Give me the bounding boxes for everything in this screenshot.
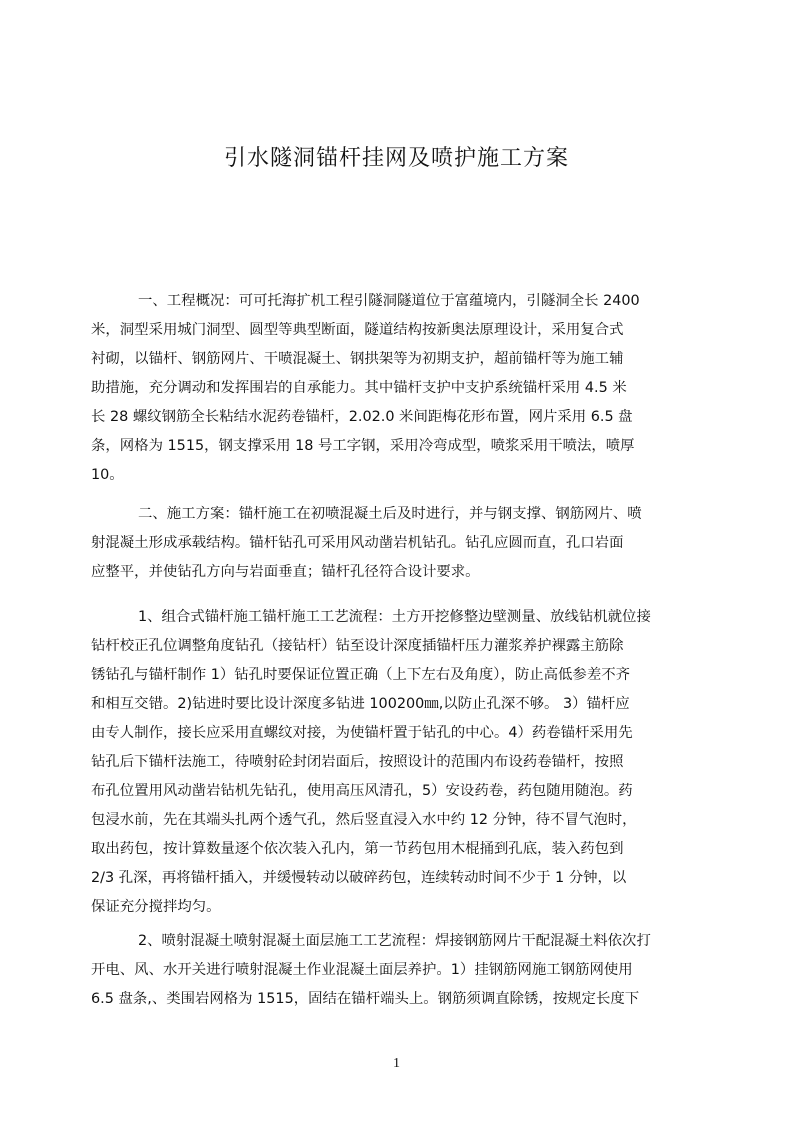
paragraph-line: 长 28 螺纹钢筋全长粘结水泥药卷锚杆，2.02.0 米间距梅花形布置，网片采用 6.5 盘 bbox=[91, 409, 633, 425]
paragraph-line: 衬砌，以锚杆、钢筋网片、干喷混凝土、钢拱架等为初期支护，超前锚杆等为施工辅 bbox=[91, 351, 624, 367]
paragraph-line: 10。 bbox=[91, 467, 124, 483]
paragraph-line: 2/3 孔深，再将锚杆插入，并缓慢转动以破碎药包，连续转动时间不少于 1 分钟，以 bbox=[91, 870, 627, 886]
paragraph-line: 锈钻孔与锚杆制作 1）钻孔时要保证位置正确（上下左右及角度），防止高低参差不齐 bbox=[91, 667, 630, 683]
paragraph-anchor-bolt-process bbox=[91, 603, 703, 922]
paragraph-line: 包浸水前，先在其端头扎两个透气孔，然后竖直浸入水中约 12 分钟，待不冒气泡时， bbox=[91, 812, 637, 828]
paragraph-project-overview bbox=[91, 287, 703, 490]
paragraph-construction-plan bbox=[91, 500, 703, 587]
paragraph-line: 2、喷射混凝土喷射混凝土面层施工工艺流程：焊接钢筋网片干配混凝土料依次打 bbox=[138, 933, 651, 949]
paragraph-shotcrete-process bbox=[91, 927, 703, 1014]
paragraph-line: 钻杆校正孔位调整角度钻孔（接钻杆）钻至设计深度插锚杆压力灌浆养护裸露主筋除 bbox=[91, 638, 624, 654]
paragraph-line: 一、工程概况：可可托海扩机工程引隧洞隧道位于富蕴境内，引隧洞全长 2400 bbox=[138, 293, 640, 309]
paragraph-line: 保证充分搅拌均匀。 bbox=[91, 899, 221, 915]
paragraph-line: 助措施，充分调动和发挥围岩的自承能力。其中锚杆支护中支护系统锚杆采用 4.5 米 bbox=[91, 380, 627, 396]
paragraph-line: 和相互交错。2)钻进时要比设计深度多钻进 100200㎜,以防止孔深不够。 3）锚杆应 bbox=[91, 696, 630, 712]
paragraph-line: 钻孔后下锚杆法施工，待喷射砼封闭岩面后，按照设计的范围内布设药卷锚杆，按照 bbox=[91, 754, 624, 770]
paragraph-line: 应整平，并使钻孔方向与岩面垂直；锚杆孔径符合设计要求。 bbox=[91, 564, 480, 580]
paragraph-line: 布孔位置用风动凿岩钻机先钻孔，使用高压风清孔，5）安设药卷，药包随用随泡。药 bbox=[91, 783, 633, 799]
paragraph-line: 开电、风、水开关进行喷射混凝土作业混凝土面层养护。1）挂钢筋网施工钢筋网使用 bbox=[91, 962, 633, 978]
paragraph-line: 条，网格为 1515，钢支撑采用 18 号工字钢，采用冷弯成型，喷浆采用干喷法，喷厚 bbox=[91, 438, 635, 454]
paragraph-line: 二、施工方案：锚杆施工在初喷混凝土后及时进行，并与钢支撑、钢筋网片、喷 bbox=[138, 506, 642, 522]
paragraph-line: 6.5 盘条,、类围岩网格为 1515，固结在锚杆端头上。钢筋须调直除锈，按规定长度下 bbox=[91, 991, 640, 1007]
paragraph-line: 1、组合式锚杆施工锚杆施工工艺流程：土方开挖修整边壁测量、放线钻机就位接 bbox=[138, 609, 651, 625]
page-number: 1 bbox=[393, 1056, 400, 1071]
paragraph-line: 射混凝土形成承载结构。锚杆钻孔可采用风动凿岩机钻孔。钻孔应圆而直，孔口岩面 bbox=[91, 535, 624, 551]
paragraph-line: 取出药包，按计算数量逐个依次装入孔内，第一节药包用木棍捅到孔底，装入药包到 bbox=[91, 841, 624, 857]
paragraph-line: 米，洞型采用城门洞型、圆型等典型断面，隧道结构按新奥法原理设计，采用复合式 bbox=[91, 322, 624, 338]
document-title: 引水隧洞锚杆挂网及喷护施工方案 bbox=[223, 146, 569, 171]
paragraph-line: 由专人制作，接长应采用直螺纹对接，为使锚杆置于钻孔的中心。4）药卷锚杆采用先 bbox=[91, 725, 633, 741]
